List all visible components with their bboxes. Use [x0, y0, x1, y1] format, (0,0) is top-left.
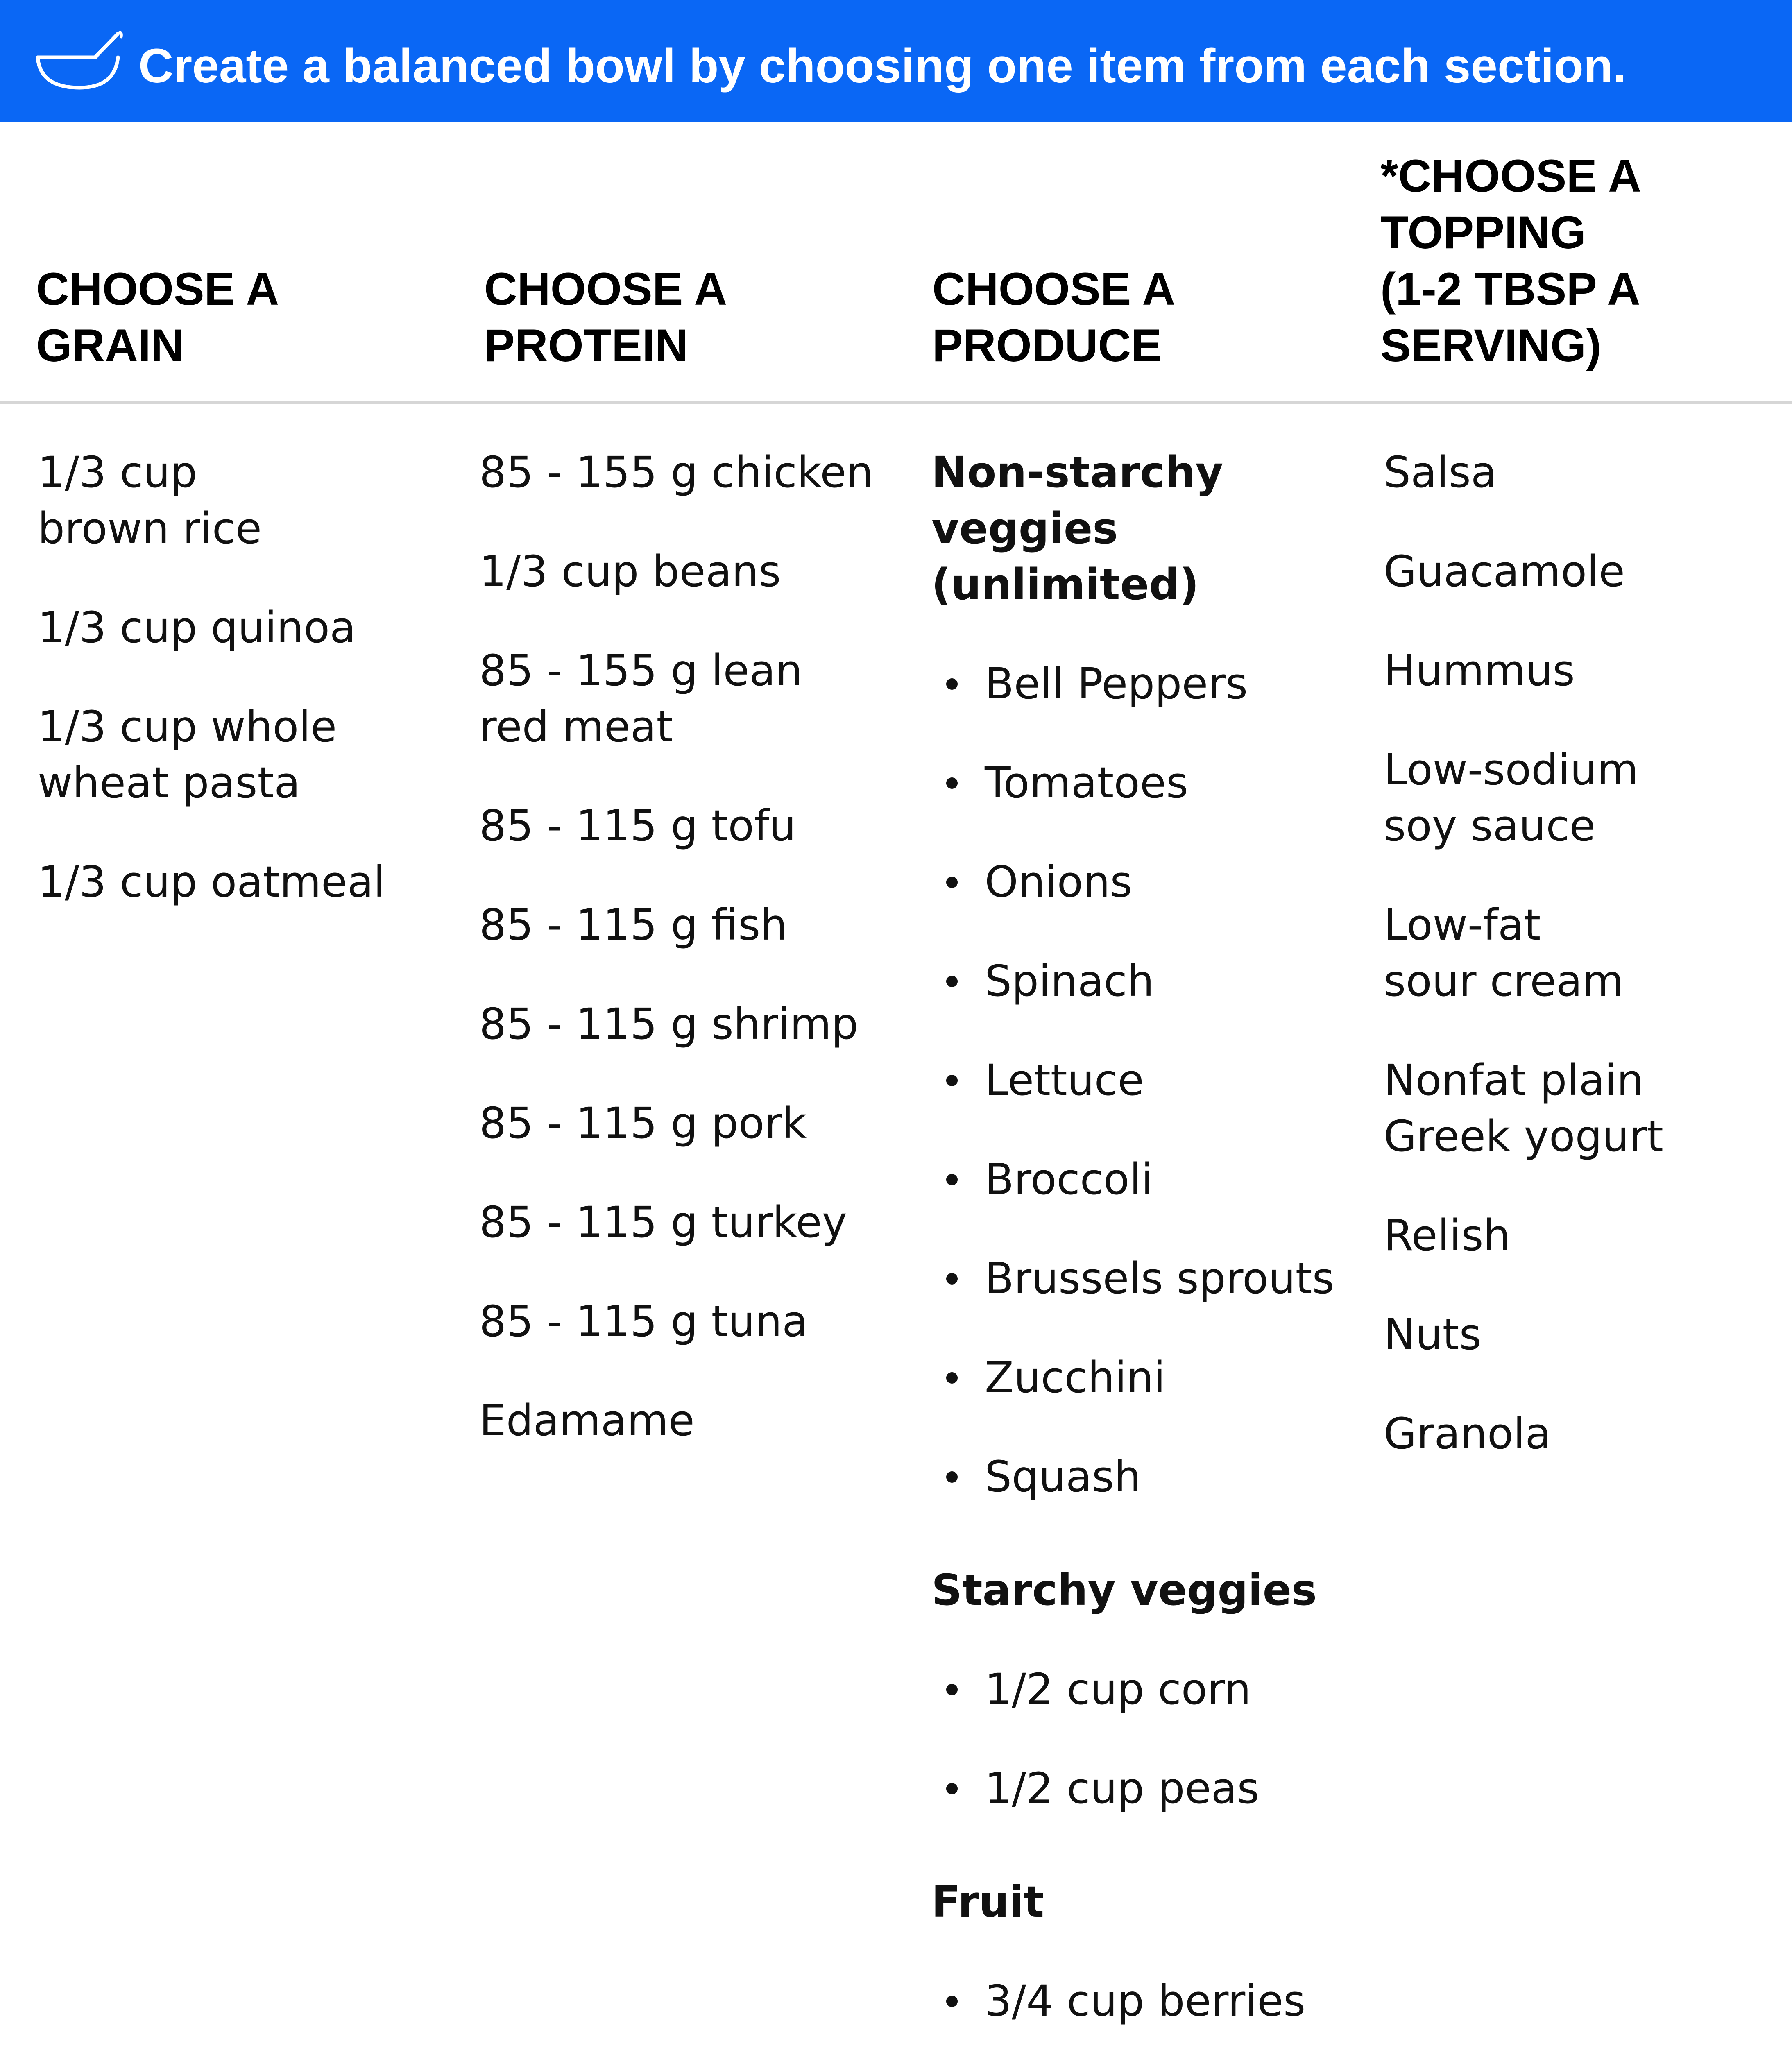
list-item: Zucchini	[931, 1350, 1382, 1406]
list-item: Onions	[931, 854, 1382, 910]
header-protein: CHOOSE A PROTEIN	[484, 263, 727, 371]
list-item: 1/3 cup whole wheat pasta	[38, 702, 337, 808]
list-item: Hummus	[1384, 646, 1575, 696]
list-item: 85 - 115 g turkey	[479, 1197, 847, 1247]
list-item: Broccoli	[931, 1151, 1382, 1208]
list-item: 85 - 115 g tofu	[479, 801, 796, 851]
list-item: 85 - 115 g shrimp	[479, 999, 859, 1049]
list-item: 1/3 cup beans	[479, 546, 781, 596]
produce-column	[931, 444, 1382, 2048]
list-item: Granola	[1384, 1409, 1552, 1459]
bullet-list	[931, 1973, 1382, 2048]
list-item: Low-fat sour cream	[1384, 900, 1624, 1006]
header-row	[0, 122, 1792, 401]
list-item: Guacamole	[1384, 546, 1625, 596]
starchy-group	[931, 1562, 1382, 1817]
list-item: Spinach	[931, 953, 1382, 1009]
grain-column	[38, 444, 468, 953]
list-item: Edamame	[479, 1396, 695, 1445]
list-item: 85 - 155 g chicken	[479, 447, 874, 497]
bullet-list	[931, 656, 1382, 1505]
group-title: Fruit	[931, 1877, 1044, 1927]
header-produce: CHOOSE A PRODUCE	[932, 263, 1176, 371]
list-item: Relish	[1384, 1210, 1511, 1260]
list-item: 85 - 115 g fish	[479, 900, 788, 950]
list-item: Salsa	[1384, 447, 1497, 497]
bullet-list	[931, 1661, 1382, 1817]
list-item: Squash	[931, 1449, 1382, 1505]
protein-column	[479, 444, 930, 1492]
bowl-icon	[34, 28, 125, 93]
banner-text: Create a balanced bowl by choosing one item from each section.	[138, 39, 1627, 93]
list-item: Tomatoes	[931, 755, 1382, 811]
list-item: 1/3 cup quinoa	[38, 603, 356, 652]
list-item: 1/2 cup peas	[931, 1760, 1382, 1817]
header-topping: *CHOOSE A TOPPING (1-2 TBSP A SERVING)	[1380, 150, 1641, 371]
list-item: 1/2 cup corn	[931, 1661, 1382, 1717]
group-title: Starchy veggies	[931, 1565, 1317, 1615]
header-grain: CHOOSE A GRAIN	[36, 263, 279, 371]
fruit-group	[931, 1874, 1382, 2048]
list-item: 3/4 cup berries	[931, 1973, 1382, 2029]
non-starchy-group	[931, 444, 1382, 1505]
list-item: Lettuce	[931, 1052, 1382, 1108]
list-item: Bell Peppers	[931, 656, 1382, 712]
topping-column	[1384, 444, 1785, 1505]
list-item: Low-sodium soy sauce	[1384, 745, 1639, 851]
list-item: Brussels sprouts	[931, 1251, 1382, 1307]
list-item: 85 - 155 g lean red meat	[479, 646, 803, 752]
list-item: 85 - 115 g tuna	[479, 1296, 808, 1346]
banner	[0, 0, 1792, 122]
header-divider	[0, 401, 1792, 404]
group-title: Non-starchy veggies (unlimited)	[931, 447, 1223, 609]
list-item: Nonfat plain Greek yogurt	[1384, 1055, 1663, 1161]
list-item: 85 - 115 g pork	[479, 1098, 807, 1148]
list-item: Nuts	[1384, 1309, 1482, 1359]
list-item: 1/3 cup brown rice	[38, 447, 262, 553]
list-item: 1/3 cup oatmeal	[38, 857, 385, 907]
